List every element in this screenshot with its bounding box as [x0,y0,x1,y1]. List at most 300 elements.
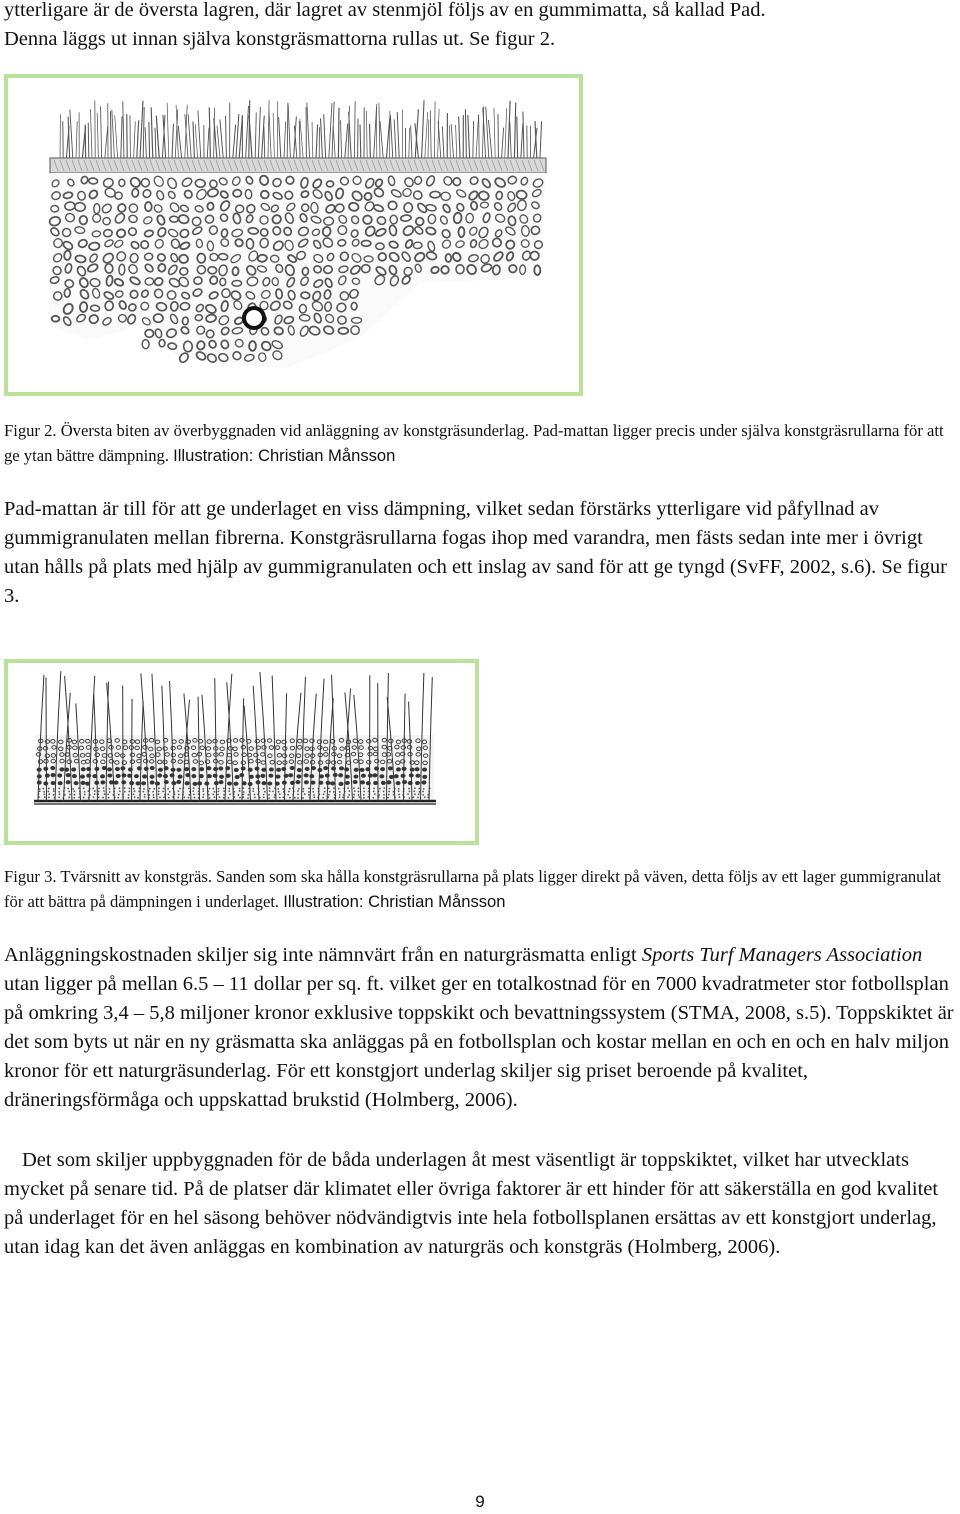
infill-granule [269,768,273,772]
infill-granule [422,781,426,785]
sand-grain [363,787,365,789]
infill-granule [102,766,106,770]
grass-blade [397,112,399,158]
infill-granule [158,774,162,778]
infill-granule [141,781,145,785]
sand-grain [188,794,190,796]
grass-blade [510,122,511,158]
grass-blade [329,103,332,158]
sand-grain [363,791,365,793]
sand-grain [372,797,374,799]
sand-grain [308,788,310,790]
sand-grain [252,790,254,792]
infill-granule [219,767,223,771]
sand-grain [209,788,211,790]
infill-granule [185,781,189,785]
sand-grain [192,790,194,792]
grass-blade [134,121,136,158]
infill-granule [296,780,300,784]
grass-blade [299,121,300,158]
grass-blade [425,112,428,158]
sand-grain [263,794,265,796]
infill-granule [388,767,392,771]
grass-blade [486,107,489,158]
infill-granule [134,774,138,778]
sand-grain [143,788,145,790]
sand-grain [58,787,60,789]
sand-grain [242,796,244,798]
grass-blade [514,103,515,158]
sand-grain [383,794,385,796]
grass-blade [149,122,150,158]
sand-grain [128,794,130,796]
sand-grain [129,791,131,793]
infill-granule [227,782,231,786]
sand-grain [413,790,415,792]
sand-grain [177,797,179,799]
infill-granule [44,782,48,786]
grass-blade [422,100,424,158]
sand-grain [84,794,86,796]
sand-grain [239,788,241,790]
infill-granule [100,775,104,779]
infill-granule [290,766,294,770]
sand-grain [302,797,304,799]
infill-granule [199,767,203,771]
sand-grain [228,797,230,799]
sand-grain [388,791,390,793]
infill-granule [235,775,239,779]
sand-grain [279,797,281,799]
sand-grain [302,791,304,793]
grass-blade [494,108,495,158]
infill-granule [150,781,154,785]
sand-grain [228,788,230,790]
sand-grain [278,791,280,793]
grass-blade [137,120,139,158]
grass-blade [345,124,348,158]
sand-grain [212,788,214,790]
sand-grain [128,797,130,799]
sand-grain [287,794,289,796]
paragraph-toppskikt: Det som skiljer uppbyggnaden för de båda underlagen åt mest väsentligt är toppskiktet, vilket har utvecklats mycket på senare tid. På de platser där klimatet eller övriga faktorer är ett hinder för att säkerställa en god kvalitet på underlaget för en hel säsong behöver nödvändigtvis inte hela fotbollsplanen ersättas av ett konstgjort underlag, utan idag kan det även anläggas en kombination av naturgräs och konstgräs (Holmberg, 2006). [4,1149,939,1258]
sand-grain [294,797,296,799]
infill-granule [207,774,211,778]
grass-blade [380,121,383,158]
grass-blade [112,110,115,158]
infill-granule [361,774,365,778]
sand-grain [194,797,196,799]
figure-3-caption [4,864,956,914]
grass-blade [300,119,303,158]
infill-granule [234,768,238,772]
infill-granule [387,781,391,785]
sand-grain [383,797,385,799]
sand-grain [313,794,315,796]
grass-blade [111,111,112,158]
sand-grain [109,791,111,793]
infill-granule [193,782,197,786]
infill-granule [136,782,140,786]
infill-granule [262,768,266,772]
sand-grain [152,791,154,793]
sand-grain [124,791,126,793]
infill-granule [297,768,301,772]
infill-granule [422,768,426,772]
sand-grain [339,791,341,793]
sand-grain [39,788,41,790]
sand-grain [133,788,135,790]
grass-blade [233,125,236,158]
grass-blade [156,116,159,158]
sand-grain [347,787,349,789]
sand-grain [243,791,245,793]
sand-grain [263,796,265,798]
infill-granule [261,774,265,778]
infill-granule [268,782,272,786]
sand-grain [68,791,70,793]
infill-granule [213,767,217,771]
infill-granule [381,781,385,785]
figure-3-caption-text: Figur 3. Tvärsnitt av konstgräs. Sanden som ska hålla konstgräsrullarna på plats ligger direkt på väven, detta följs av ett lager gummigranulat för att bättra på dämpningen i underlaget. [4,867,942,911]
turf-fibre [46,678,47,801]
grass-blade [366,111,367,158]
infill-granule [241,767,245,771]
grass-blade [68,116,70,158]
sand-grain [373,790,375,792]
sand-grain [279,793,281,795]
infill-granule [58,774,62,778]
infill-granule [262,781,266,785]
sand-grain [312,791,314,793]
sand-grain [383,790,385,792]
sand-grain [333,787,335,789]
infill-granule [80,775,84,779]
grass-blade [273,113,274,158]
sand-grain [274,796,276,798]
infill-granule [192,767,196,771]
sand-grain [188,797,190,799]
sand-grain [202,790,204,792]
grass-blade [333,126,335,158]
grass-blade [101,106,102,158]
sand-grain [217,794,219,796]
infill-granule [51,766,55,770]
grass-blade [459,116,460,158]
grass-blade [489,120,492,158]
sand-grain [228,790,230,792]
sand-grain [213,791,215,793]
grass-blade [287,103,288,158]
sand-grain [418,793,420,795]
grass-blade [264,127,265,158]
infill-granule [199,774,203,778]
sand-grain [328,794,330,796]
sand-grain [254,797,256,799]
grass-blade [269,109,271,158]
sand-grain [349,790,351,792]
sand-grain [327,796,329,798]
sand-grain [209,797,211,799]
sand-grain [202,788,204,790]
sand-grain [48,788,50,790]
infill-granule [219,775,223,779]
sand-grain [149,788,151,790]
grass-blade [411,126,412,158]
infill-granule [226,774,230,778]
grass-blade [434,101,435,158]
sand-grain [353,794,355,796]
sand-grain [144,796,146,798]
sand-grain [423,788,425,790]
sand-grain [118,794,120,796]
infill-granule [249,775,253,779]
paragraph-costs-start: Anläggningskostnaden skiljer sig inte nämnvärt från en naturgräsmatta enligt [4,944,642,966]
sand-grain [179,788,181,790]
grass-blade [409,128,410,158]
infill-granule [66,780,70,784]
infill-granule [305,767,309,771]
grass-blade [97,113,98,158]
grass-blade [312,122,313,158]
infill-granule [330,782,334,786]
infill-granule [396,781,400,785]
sand-grain [129,788,131,790]
infill-granule [122,774,126,778]
top-paragraph-line2: Denna läggs ut innan själva konstgräsmattorna rullas ut. Se figur 2. [4,28,556,50]
grass-blade [207,128,209,158]
sand-grain [414,787,416,789]
sand-grain [69,794,71,796]
grass-blade [143,107,144,158]
infill-granule [339,767,343,771]
paragraph-costs [4,941,956,1115]
sand-grain [103,790,105,792]
sand-grain [254,794,256,796]
infill-granule [354,775,358,779]
grass-blade [502,128,504,158]
grass-blade [523,111,524,158]
sand-grain [124,787,126,789]
grass-blade [209,107,210,158]
sand-grain [297,790,299,792]
sand-grain [107,793,109,795]
figure-2-sketch [8,78,579,392]
sand-grain [134,796,136,798]
infill-granule [45,774,49,778]
sand-grain [297,797,299,799]
infill-granule [269,774,273,778]
page-number: 9 [475,1492,485,1511]
infill-granule [338,773,342,777]
grass-blade [188,114,191,158]
sand-grain [264,791,266,793]
sand-grain [67,788,69,790]
sand-grain [248,794,250,796]
sand-grain [399,796,401,798]
sand-grain [407,793,409,795]
sand-grain [153,796,155,798]
sand-grain [73,797,75,799]
grass-blade [115,115,118,158]
sand-grain [53,794,55,796]
grass-blade [268,100,269,158]
infill-granule [37,781,41,785]
grass-blade [121,116,122,158]
grass-blade [394,119,396,158]
infill-granule [58,781,62,785]
grass-blade [226,116,227,158]
sand-grain [159,796,161,798]
sand-grain [363,797,365,799]
sand-grain [398,790,400,792]
sand-grain [263,788,265,790]
grass-blade [476,115,479,158]
infill-granule [304,774,308,778]
sand-grain [158,787,160,789]
infill-granule [389,775,393,779]
sand-grain [108,797,110,799]
infill-granule [150,766,154,770]
infill-granule [276,768,280,772]
infill-granule [163,774,167,778]
sand-grain [298,788,300,790]
sand-grain [398,788,400,790]
grass-blade [172,124,173,158]
sand-grain [143,791,145,793]
figure-2-caption-text: Figur 2. Översta biten av överbyggnaden vid anläggning av konstgräsunderlag. Pad-mattan ligger precis under själva konstgräsrullarna för att ge ytan bättre dämpning. [4,421,944,465]
grass-blade [442,126,444,158]
grass-blade [505,108,507,158]
figure-3-illustration [4,659,479,845]
sand-grain [383,787,385,789]
sand-grain [163,788,165,790]
infill-granule [415,767,419,771]
grass-blade [338,108,339,158]
grass-blade [321,118,323,158]
sand-grain [414,793,416,795]
grass-blade [449,125,450,158]
infill-granule [368,774,372,778]
infill-granule [81,781,85,785]
infill-granule [178,775,182,779]
infill-granule [416,774,420,778]
sand-grain [347,796,349,798]
drain-pipe [244,308,264,328]
infill-granule [234,782,238,786]
sand-grain [223,797,225,799]
infill-granule [373,781,377,785]
sand-grain [247,797,249,799]
paragraph-costs-italic: Sports Turf Managers Association [641,944,923,966]
grass-blade [155,128,156,158]
sand-grain [409,791,411,793]
sand-grain [83,787,85,789]
sand-grain [288,791,290,793]
sand-grain [83,797,85,799]
infill-granule [401,774,405,778]
sand-grain [422,791,424,793]
sand-grain [328,787,330,789]
grass-blade [145,127,146,158]
infill-granule [177,768,181,772]
sand-grain [94,793,96,795]
infill-granule [354,768,358,772]
sand-grain [358,787,360,789]
sand-grain [389,788,391,790]
sand-grain [162,790,164,792]
sand-grain [218,790,220,792]
sand-grain [59,793,61,795]
grass-blade [473,121,474,158]
sand-grain [223,794,225,796]
sand-grain [424,796,426,798]
sand-grain [214,796,216,798]
infill-granule [319,775,323,779]
sand-grain [218,788,220,790]
sand-grain [243,787,245,789]
sand-grain [289,797,291,799]
sand-grain [322,797,324,799]
infill-granule [60,768,64,772]
sand-grain [339,794,341,796]
grass-blade [140,101,143,158]
sand-grain [237,794,239,796]
sand-grain [339,796,341,798]
sand-grain [408,788,410,790]
sand-grain [72,788,74,790]
grass-blade [540,121,542,158]
sand-grain [98,788,100,790]
grass-blade [220,119,223,158]
figure-2-credit: Illustration: Christian Månsson [173,446,396,465]
grass-blade [90,109,92,158]
grass-blade [258,107,260,158]
sand-grain [137,797,139,799]
infill-granule [276,775,280,779]
infill-granule [72,774,76,778]
sand-grain [92,787,94,789]
sand-grain [268,794,270,796]
sand-grain [109,788,111,790]
grass-blade [517,116,518,158]
top-paragraph-line1: ytterligare är de översta lagren, där lagret av stenmjöl följs av en gummimatta, så kallad Pad. [4,0,766,21]
sand-grain [188,787,190,789]
sand-grain [44,796,46,798]
sand-grain [358,794,360,796]
sand-grain [329,791,331,793]
sand-grain [353,787,355,789]
sand-grain [74,794,76,796]
infill-granule [51,781,55,785]
infill-granule [81,767,85,771]
infill-granule [71,768,75,772]
paragraph-costs-end: utan ligger på mellan 6.5 – 11 dollar per sq. ft. vilket ger en totalkostnad för en 7000 kvadratmeter stor fotbollsplan på omkring 3,4 – 5,8 miljoner kronor exklusive toppskikt och bevattningssystem (STMA, 2008, s.5). Toppskiktet är det som byts ut när en ny gräsmatta ska anläggas på en fotbollsplan och kostar mellan en och en och en halv miljon kronor för ett naturgräsunderlag. För ett konstgjort underlag skiljer sig priset beroende på kvalitet, dräneringsförmåga och uppskattad brukstid (Holmberg, 2006). [4,973,954,1111]
grass-blade [370,124,371,158]
infill-granule [116,774,120,778]
sand-grain [158,793,160,795]
sand-grain [233,791,235,793]
sand-grain [39,790,41,792]
grass-blade [105,126,108,158]
grass-blade [430,110,431,158]
sand-grain [417,796,419,798]
sand-grain [117,797,119,799]
infill-granule [107,768,111,772]
grass-blade [379,103,380,158]
sand-grain [98,791,100,793]
sand-grain [387,797,389,799]
